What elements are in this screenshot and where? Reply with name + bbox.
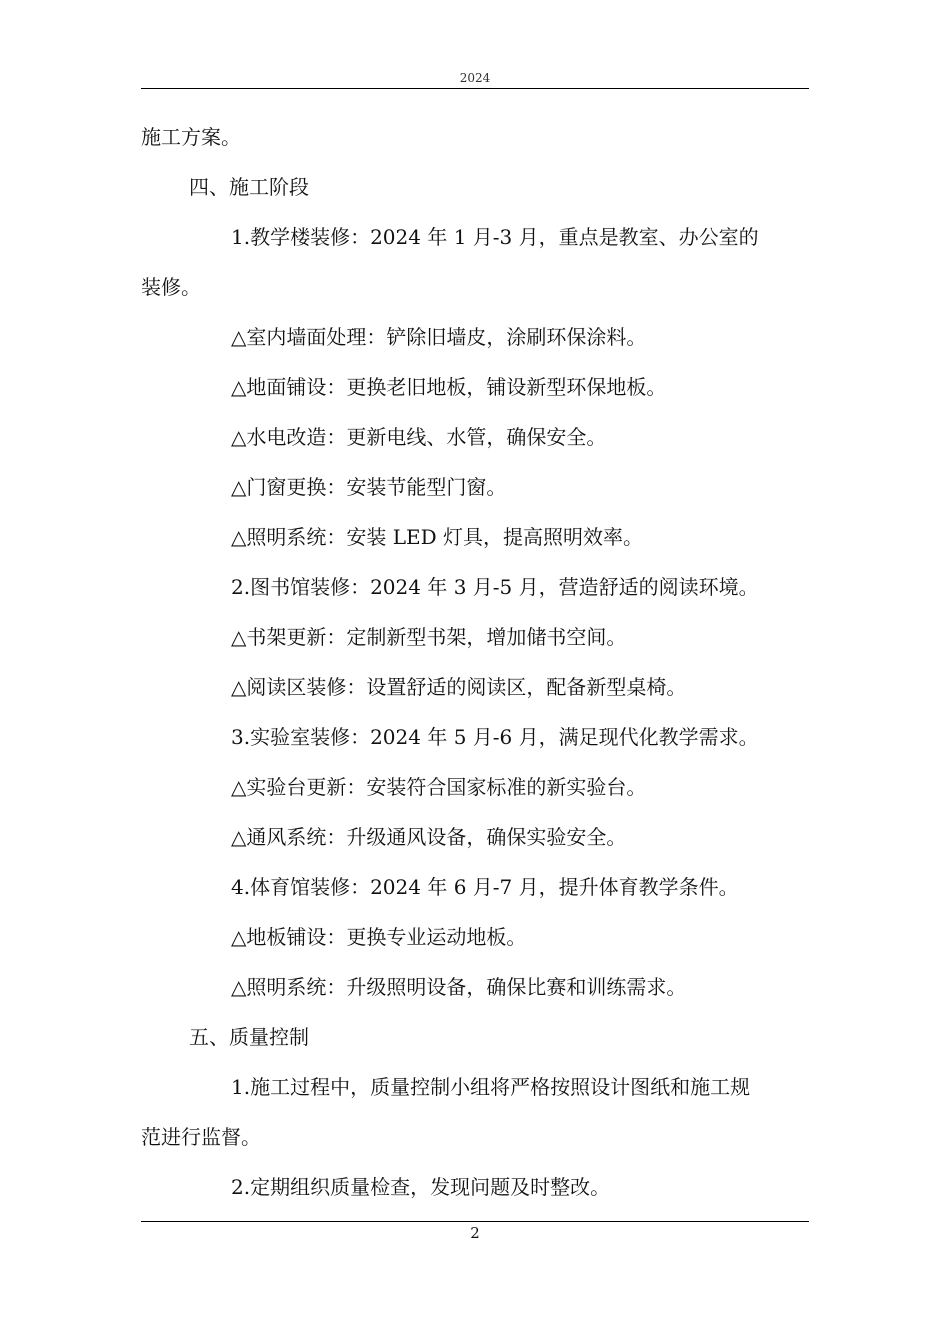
item-quality-inspection: 2.定期组织质量检查，发现问题及时整改。 [231,1175,611,1199]
section-heading-quality-control: 五、质量控制 [189,1025,309,1049]
item-teaching-building: 1.教学楼装修：2024 年 1 月-3 月，重点是教室、办公室的 [231,225,759,249]
subitem-reading-area: △阅读区装修：设置舒适的阅读区，配备新型桌椅。 [231,675,687,699]
header-text: 2024 [459,71,491,85]
subitem-lab-benches: △实验台更新：安装符合国家标准的新实验台。 [231,775,647,799]
subitem-doors-windows: △门窗更换：安装节能型门窗。 [231,475,507,499]
item-gymnasium: 4.体育馆装修：2024 年 6 月-7 月，提升体育教学条件。 [231,875,739,899]
subitem-wall-treatment: △室内墙面处理：铲除旧墙皮，涂刷环保涂料。 [231,325,647,349]
item-library: 2.图书馆装修：2024 年 3 月-5 月，营造舒适的阅读环境。 [231,575,759,599]
subitem-lighting: △照明系统：安装 LED 灯具，提高照明效率。 [231,525,644,549]
item-quality-supervision-continued: 范进行监督。 [141,1125,261,1149]
page-number: 2 [470,1224,480,1242]
item-quality-supervision: 1.施工过程中，质量控制小组将严格按照设计图纸和施工规 [231,1075,751,1099]
subitem-ventilation: △通风系统：升级通风设备，确保实验安全。 [231,825,627,849]
subitem-plumbing-electric: △水电改造：更新电线、水管，确保安全。 [231,425,607,449]
item-laboratory: 3.实验室装修：2024 年 5 月-6 月，满足现代化教学需求。 [231,725,759,749]
subitem-floor-laying: △地面铺设：更换老旧地板，铺设新型环保地板。 [231,375,667,399]
item-teaching-building-continued: 装修。 [141,275,201,299]
section-heading-construction-phases: 四、施工阶段 [189,175,309,199]
paragraph-continuation: 施工方案。 [141,125,241,149]
header-rule [141,88,809,89]
subitem-sports-floor: △地板铺设：更换专业运动地板。 [231,925,527,949]
subitem-gym-lighting: △照明系统：升级照明设备，确保比赛和训练需求。 [231,975,687,999]
subitem-bookshelves: △书架更新：定制新型书架，增加储书空间。 [231,625,627,649]
footer-rule [141,1221,809,1222]
